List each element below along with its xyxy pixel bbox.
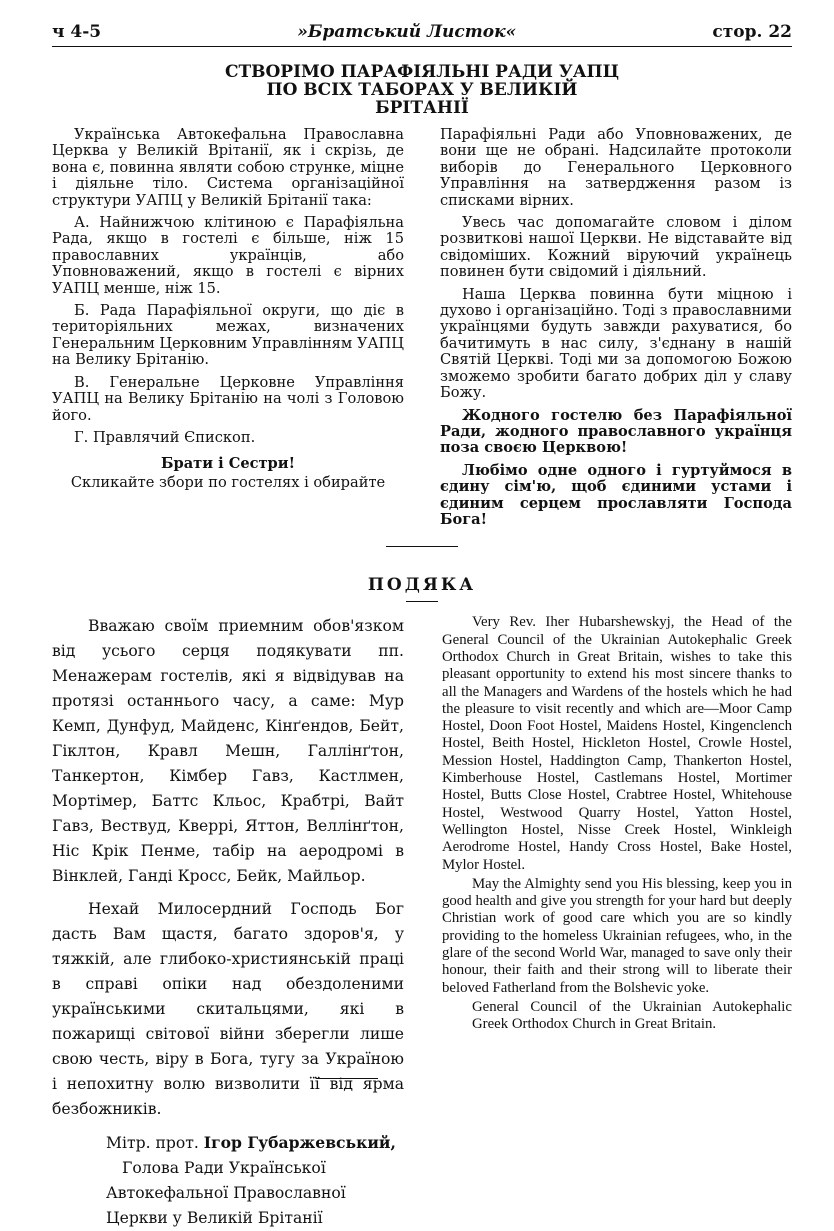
appeal-heading: Брати і Сестри! [161,455,295,473]
paragraph: Любімо одне одного і гуртуймося в єдину сім'ю, щоб єдиними устами і єдиним серцем прославляти Господа Бога! [440,461,792,528]
paragraph: Увесь час допомагайте словом і ділом розвиткові нашої Церкви. Не відставайте від свідоміших. Кожний віруючий українець повинен бути свідомий і діяльний. [440,214,792,281]
signature-prefix: Мітр. прот. [106,1134,204,1153]
page-number: стор. 22 [712,22,792,42]
signature-title: Церкви у Великій Брітанії [106,1209,323,1228]
paragraph: Нехай Милосердний Господь Бог дасть Вам щастя, багато здоров'я, у тяжкій, але глибоко-християнській праці в справі опіки над обездоленими українськими скитальцями, які в пожарищі світової війни зберегли лише свою честь, віру в Бога, тугу за Україною і непохитну волю визволити її від ярма безбожників. [52,900,404,1119]
paragraph: Парафіяльні Ради або Уповноважених, де вони ще не обрані. Надсилайте протоколи виборів до Генерального Церковного Управління на затвердження разом із списками вірних. [440,126,792,209]
paragraph: Наша Церква повинна бути міцною і духово і організаційно. Тоді з православними українцями будуть завжди рахуватися, бо бачитимуть в нас силу, з'єднану в нашій Святій Церкві. Тоді ми за допомогою Божою зможемо зробити багато добрих діл у славу Божу. [440,285,792,402]
paragraph: Вважаю своїм приемним обов'язком від усього серця подякувати пп. Менажерам гостелів, які я відвідував на протязі останнього часу, а саме: Мур Кемп, Дунфуд, Майденс, Кінґендов, Бейт, Гіклтон, Кравл Мешн, Галлінґтон, Танкертон, Кімбер Гавз, Кастлмен, Мортімер, Баттс Кльос, Крабтрі, Вайт Гавз, Вествуд, Кверрі, Яттон, Веллінґтон, Ніс Крік Пенме, табір на аеродромі в Вінклей, Ганді Кросс, Бейк, Майльор. [52,617,404,886]
paragraph: Українська Автокефальна Православна Церква у Великій Врітанії, як і скрізь, де вона є, повинна являти собою струнке, міцне і діяльне тіло. Система організаційної структури УАПЦ у Великій Брітанії така: [52,126,404,209]
article-left-column [52,127,404,534]
publication-name: »Братський Листок« [297,22,517,42]
thanks-title: ПОДЯКА [367,575,477,596]
issue-number: ч 4-5 [52,22,102,42]
thanks-right-column [442,614,792,1231]
article-right-column [440,127,792,534]
english-signature: General Council of the Ukrainian Autokephalic Greek Orthodox Church in Great Britain. [472,998,792,1033]
paragraph: Б. Рада Парафіяльної округи, що діє в територіяльних межах, визначених Генеральним Церковним Управлінням УАПЦ на Велику Брітанію. [52,302,404,369]
signature-title: Автокефальної Православної [106,1184,346,1203]
thanks-left-column [52,614,404,1231]
article-body [52,127,792,534]
title-line: БРІТАНІЇ [375,98,469,118]
signature-block [106,1130,404,1231]
signature-line [106,1130,404,1156]
paragraph: Very Rev. Iher Hubarshewskyj, the Head of the General Council of the Ukrainian Autokephalic Greek Orthodox Church in Great Britain, wishes to take this pleasant opportunity to extend his most sincere thanks to all the Managers and Wardens of the hostels which he had the pleasure to visit recently and which are—Moor Camp Hostel, Doon Foot Hostel, Maidens Hostel, Kingenclench Hostel, Beith Hostel, Hickleton Hostel, Crowle Hostel, Mession Hostel, Haddington Camp, Thankerton Hostel, Kimberhouse Hostel, Castlemans Hostel, Mortimer Hostel, Butts Close Hostel, Crabtree Hostel, Whitehouse Hostel, Westwood Quarry Hostel, Yatton Hostel, Wellington Hostel, Nisse Creek Hostel, Winkleigh Aerodrome Hostel, Handy Cross Hostel, Bake Hostel, Mylor Hostel. [442,614,792,873]
paragraph: Г. Правлячий Єпископ. [74,428,256,446]
signature-name: Ігор Губаржевський, [203,1133,396,1153]
article-title [52,63,792,117]
section-divider [386,546,458,547]
title-line: СТВОРІМО ПАРАФІЯЛЬНІ РАДИ УАПЦ [224,62,620,82]
signature-title: Голова Ради Української [122,1159,326,1178]
paragraph: Жодного гостелю без Парафіяльної Ради, жодного православного українця поза своєю Церквою! [440,406,792,457]
page-header [52,22,792,47]
newsletter-page [52,22,792,1231]
thanks-body [52,614,792,1231]
title-line: ПО ВСІХ ТАБОРАХ У ВЕЛИКІЙ [266,80,578,100]
title-underline [406,601,438,602]
end-divider [316,1078,378,1079]
paragraph: В. Генеральне Церковне Управління УАПЦ на Велику Брітанію на чолі з Головою його. [52,373,404,424]
paragraph: May the Almighty send you His blessing, keep you in good health and give you strength for your hard but deeply Christian work of good care which you are so kindly providing to the homeless Ukrainian refugees, who, in the glare of the second World War, managed to save only their honour, their faith and their strong will to liberate their beloved Fatherland from the Bolshevic yoke. [442,875,792,996]
appeal-text: Скликайте збори по гостелях і обирайте [70,473,386,491]
paragraph: А. Найнижчою клітиною є Парафіяльна Рада, якщо в гостелі є більше, ніж 15 православних українців, або Уповноважений, якщо в гостелі є вірних УАПЦ менше, ніж 15. [52,214,404,297]
